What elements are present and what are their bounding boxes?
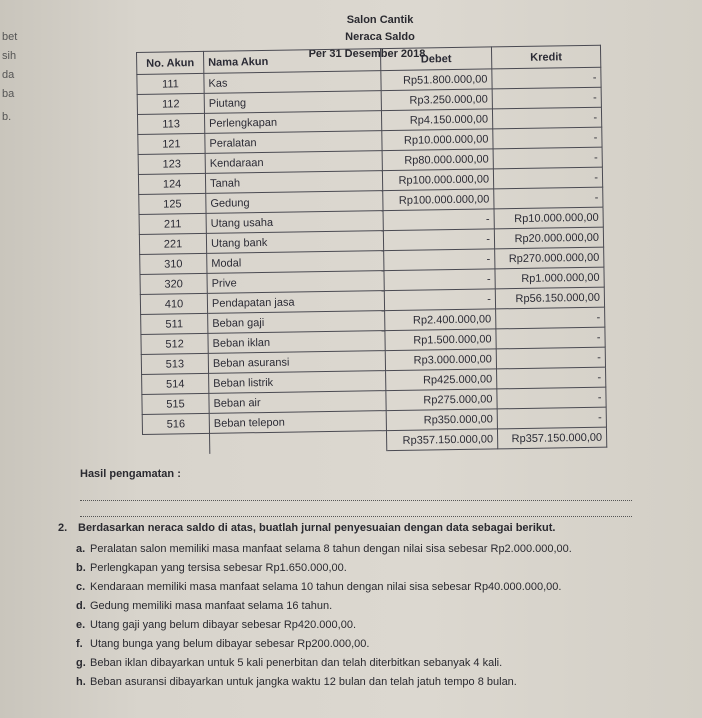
- total-debit: Rp357.150.000,00: [386, 429, 497, 451]
- account-name: Beban iklan: [208, 331, 385, 354]
- account-no: 111: [137, 73, 204, 94]
- list-item: [76, 654, 688, 673]
- item-label: e.: [76, 619, 86, 631]
- debit-value: Rp2.400.000,00: [385, 309, 496, 331]
- debit-value: Rp3.000.000,00: [385, 349, 496, 371]
- item-label: g.: [76, 657, 86, 669]
- account-name: Perlengkapan: [204, 111, 381, 134]
- margin-note: bet: [2, 31, 18, 43]
- question-number: 2.: [58, 522, 68, 534]
- account-name: Utang bank: [206, 231, 383, 254]
- account-no: 410: [140, 293, 207, 314]
- account-name: Tanah: [205, 171, 382, 194]
- total-credit: Rp357.150.000,00: [497, 427, 606, 449]
- question-heading: [58, 522, 688, 534]
- account-name: Utang usaha: [206, 211, 383, 234]
- item-label: h.: [76, 676, 86, 688]
- account-no: 125: [139, 193, 206, 214]
- credit-value: -: [496, 347, 605, 369]
- account-name: Beban telepon: [209, 411, 386, 434]
- debit-value: Rp1.500.000,00: [385, 329, 496, 351]
- debit-value: Rp4.150.000,00: [381, 109, 492, 131]
- debit-value: Rp425.000,00: [386, 369, 497, 391]
- account-no: 513: [141, 353, 208, 374]
- item-text: Perlengkapan yang tersisa sebesar Rp1.650.000,00.: [90, 562, 347, 574]
- account-name: Beban asuransi: [208, 351, 385, 374]
- item-text: Peralatan salon memiliki masa manfaat selama 8 tahun dengan nilai sisa sebesar Rp2.000.000,00.: [90, 543, 572, 555]
- item-text: Beban iklan dibayarkan untuk 5 kali penerbitan dan telah diterbitkan sebanyak 4 kali.: [90, 657, 503, 669]
- credit-value: Rp20.000.000,00: [494, 227, 603, 249]
- list-item: [76, 540, 688, 559]
- account-no: 514: [142, 373, 209, 394]
- credit-value: -: [497, 367, 606, 389]
- column-header-account-no: No. Akun: [137, 51, 204, 74]
- account-name: Beban air: [209, 391, 386, 414]
- question-2: [58, 522, 688, 692]
- item-text: Gedung memiliki masa manfaat selama 16 tahun.: [90, 600, 333, 612]
- debit-value: -: [384, 289, 495, 311]
- column-header-debit: Debet: [380, 47, 491, 71]
- company-title: Salon Cantik: [346, 14, 414, 26]
- account-no: 113: [137, 113, 204, 134]
- debit-value: -: [383, 229, 494, 251]
- debit-value: Rp80.000.000,00: [382, 149, 493, 171]
- credit-value: -: [492, 107, 601, 129]
- credit-value: -: [492, 67, 601, 89]
- debit-value: Rp100.000.000,00: [382, 169, 493, 191]
- item-label: b.: [76, 562, 86, 574]
- account-no: 320: [140, 273, 207, 294]
- credit-value: -: [497, 387, 606, 409]
- debit-value: -: [383, 209, 494, 231]
- item-text: Beban asuransi dibayarkan untuk jangka waktu 12 bulan dan telah jatuh tempo 8 bulan.: [90, 676, 517, 688]
- item-label: f.: [76, 638, 83, 650]
- account-no: 511: [141, 313, 208, 334]
- debit-value: Rp350.000,00: [386, 409, 497, 431]
- credit-value: -: [494, 187, 603, 209]
- margin-notes: [2, 28, 32, 127]
- account-no: 515: [142, 393, 209, 414]
- credit-value: -: [493, 147, 602, 169]
- credit-value: Rp270.000.000,00: [495, 247, 604, 269]
- item-label: a.: [76, 543, 86, 555]
- credit-value: Rp56.150.000,00: [495, 287, 604, 309]
- list-item: [76, 673, 688, 692]
- account-no: 124: [138, 173, 205, 194]
- list-item: [76, 597, 688, 616]
- margin-note: ba: [2, 88, 15, 100]
- column-header-account-name: Nama Akun: [203, 49, 380, 74]
- item-label: c.: [76, 581, 86, 593]
- credit-value: -: [493, 167, 602, 189]
- account-name: Pendapatan jasa: [207, 291, 384, 314]
- list-item: [76, 635, 688, 654]
- debit-value: Rp3.250.000,00: [381, 89, 492, 111]
- credit-value: -: [492, 87, 601, 109]
- debit-value: Rp10.000.000,00: [382, 129, 493, 151]
- account-no: 123: [138, 153, 205, 174]
- account-name: Beban gaji: [208, 311, 385, 334]
- account-no: 516: [142, 413, 209, 434]
- answer-line: [80, 500, 632, 501]
- total-spacer: [143, 433, 210, 454]
- account-no: 121: [138, 133, 205, 154]
- item-text: Kendaraan memiliki masa manfaat selama 10 tahun dengan nilai sisa sebesar Rp40.000.000,00.: [90, 581, 562, 593]
- item-text: Utang bunga yang belum dibayar sebesar Rp200.000,00.: [90, 638, 370, 650]
- list-item: [76, 578, 688, 597]
- report-title: Neraca Saldo: [345, 31, 415, 43]
- item-label: d.: [76, 600, 86, 612]
- list-item: [76, 616, 688, 635]
- margin-note: da: [2, 69, 15, 81]
- total-spacer: [209, 431, 386, 454]
- list-item: [76, 559, 688, 578]
- question-text: Berdasarkan neraca saldo di atas, buatlah jurnal penyesuaian dengan data sebagai berikut.: [78, 522, 556, 534]
- debit-value: Rp100.000.000,00: [383, 189, 494, 211]
- debit-value: -: [384, 249, 495, 271]
- answer-line: [80, 516, 632, 517]
- account-name: Peralatan: [205, 131, 382, 154]
- question-items: [58, 540, 688, 692]
- margin-note: b.: [2, 111, 12, 123]
- account-name: Beban listrik: [209, 371, 386, 394]
- column-header-credit: Kredit: [491, 45, 600, 69]
- credit-value: -: [493, 127, 602, 149]
- account-no: 221: [139, 233, 206, 254]
- credit-value: -: [496, 327, 605, 349]
- debit-value: Rp51.800.000,00: [381, 69, 492, 91]
- debit-value: -: [384, 269, 495, 291]
- credit-value: -: [497, 407, 606, 429]
- account-no: 112: [137, 93, 204, 114]
- trial-balance-table: [136, 45, 607, 455]
- debit-value: Rp275.000,00: [386, 389, 497, 411]
- report-period: Per 31 Desember 2018: [308, 48, 426, 60]
- margin-note: sih: [2, 50, 17, 62]
- account-no: 310: [140, 253, 207, 274]
- observation-label: Hasil pengamatan :: [80, 468, 181, 480]
- account-name: Kendaraan: [205, 151, 382, 174]
- account-no: 512: [141, 333, 208, 354]
- account-name: Prive: [207, 271, 384, 294]
- account-name: Piutang: [204, 91, 381, 114]
- item-text: Utang gaji yang belum dibayar sebesar Rp420.000,00.: [90, 619, 357, 631]
- account-no: 211: [139, 213, 206, 234]
- account-name: Gedung: [206, 191, 383, 214]
- account-name: Kas: [204, 71, 381, 94]
- credit-value: -: [496, 307, 605, 329]
- credit-value: Rp1.000.000,00: [495, 267, 604, 289]
- account-name: Modal: [207, 251, 384, 274]
- credit-value: Rp10.000.000,00: [494, 207, 603, 229]
